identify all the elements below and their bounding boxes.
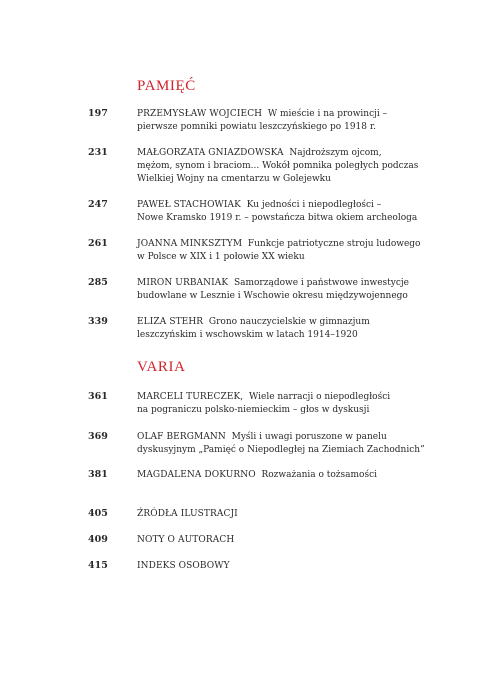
entry-text xyxy=(137,469,437,482)
entry-title-line: Najdroższym ojcom, xyxy=(289,148,382,158)
entry-text xyxy=(137,277,437,303)
back-matter-title: ŹRÓDŁA ILUSTRACJI xyxy=(137,509,238,519)
back-matter-title: NOTY O AUTORACH xyxy=(137,535,235,545)
entry-title-line: Wielkiej Wojny na cmentarzu w Golejewku xyxy=(137,174,331,184)
page-number: 361 xyxy=(88,391,108,402)
entry-title-line: Samorządowe i państwowe inwestycje xyxy=(233,278,409,288)
author-name: PRZEMYSŁAW WOJCIECH xyxy=(137,109,263,119)
entry-title-line: Nowe Kramsko 1919 r. – powstańcza bitwa okiem archeologa xyxy=(137,213,418,223)
entry-text xyxy=(137,108,437,134)
entry-title-line: na pograniczu polsko-niemieckim – głos w dyskusji xyxy=(137,405,370,415)
section-title-varia: VARIA xyxy=(137,359,186,375)
entry-title-line: w Polsce w XIX i 1 połowie XX wieku xyxy=(137,252,305,262)
entry-title-line: Grono nauczycielskie w gimnazjum xyxy=(208,317,370,327)
author-name: MARCELI TURECZEK, xyxy=(137,392,244,402)
author-name: JOANNA MINKSZTYM xyxy=(137,239,243,249)
entry-text xyxy=(137,431,437,457)
page-number: 231 xyxy=(88,147,108,158)
page-number: 197 xyxy=(88,108,108,119)
page-number: 405 xyxy=(88,508,108,519)
author-name: ELIZA STEHR xyxy=(137,317,204,327)
entry-title-line: Ku jedności i niepodległości – xyxy=(246,200,382,210)
author-name: MAGDALENA DOKURNO xyxy=(137,470,256,480)
entry-text xyxy=(137,391,437,417)
entry-title-line: Myśli i uwagi poruszone w panelu xyxy=(231,432,387,442)
entry-text xyxy=(137,534,437,547)
page-number: 285 xyxy=(88,277,108,288)
entry-title-line: leszczyńskim i wschowskim w latach 1914–1920 xyxy=(137,330,358,340)
entry-text xyxy=(137,238,437,264)
author-name: MIRON URBANIAK xyxy=(137,278,229,288)
page-number: 369 xyxy=(88,431,108,442)
entry-title-line: mężom, synom i braciom... Wokół pomnika poległych podczas xyxy=(137,161,419,171)
author-name: PAWEŁ STACHOWIAK xyxy=(137,200,241,210)
page-number: 261 xyxy=(88,238,108,249)
entry-text xyxy=(137,560,437,573)
back-matter-title: INDEKS OSOBOWY xyxy=(137,561,230,571)
entry-text xyxy=(137,147,437,186)
entry-text xyxy=(137,316,437,342)
page-number: 415 xyxy=(88,560,108,571)
entry-title-line: W mieście i na prowincji – xyxy=(267,109,388,119)
entry-text xyxy=(137,199,437,225)
entry-title-line: budowlane w Lesznie i Wschowie okresu międzywojennego xyxy=(137,291,408,301)
section-title-pamiec: PAMIĘĆ xyxy=(137,78,196,94)
entry-title-line: Wiele narracji o niepodległości xyxy=(249,392,391,402)
entry-text xyxy=(137,508,437,521)
page-number: 409 xyxy=(88,534,108,545)
entry-title-line: pierwsze pomniki powiatu leszczyńskiego po 1918 r. xyxy=(137,122,377,132)
page-number: 339 xyxy=(88,316,108,327)
author-name: OLAF BERGMANN xyxy=(137,432,226,442)
entry-title-line: Funkcje patriotyczne stroju ludowego xyxy=(247,239,421,249)
author-name: MAŁGORZATA GNIAZDOWSKA xyxy=(137,148,284,158)
page-number: 381 xyxy=(88,469,108,480)
page-number: 247 xyxy=(88,199,108,210)
entry-title-line: dyskusyjnym „Pamięć o Niepodległej na Ziemiach Zachodnich” xyxy=(137,445,425,455)
entry-title-line: Rozważania o tożsamości xyxy=(261,470,377,480)
